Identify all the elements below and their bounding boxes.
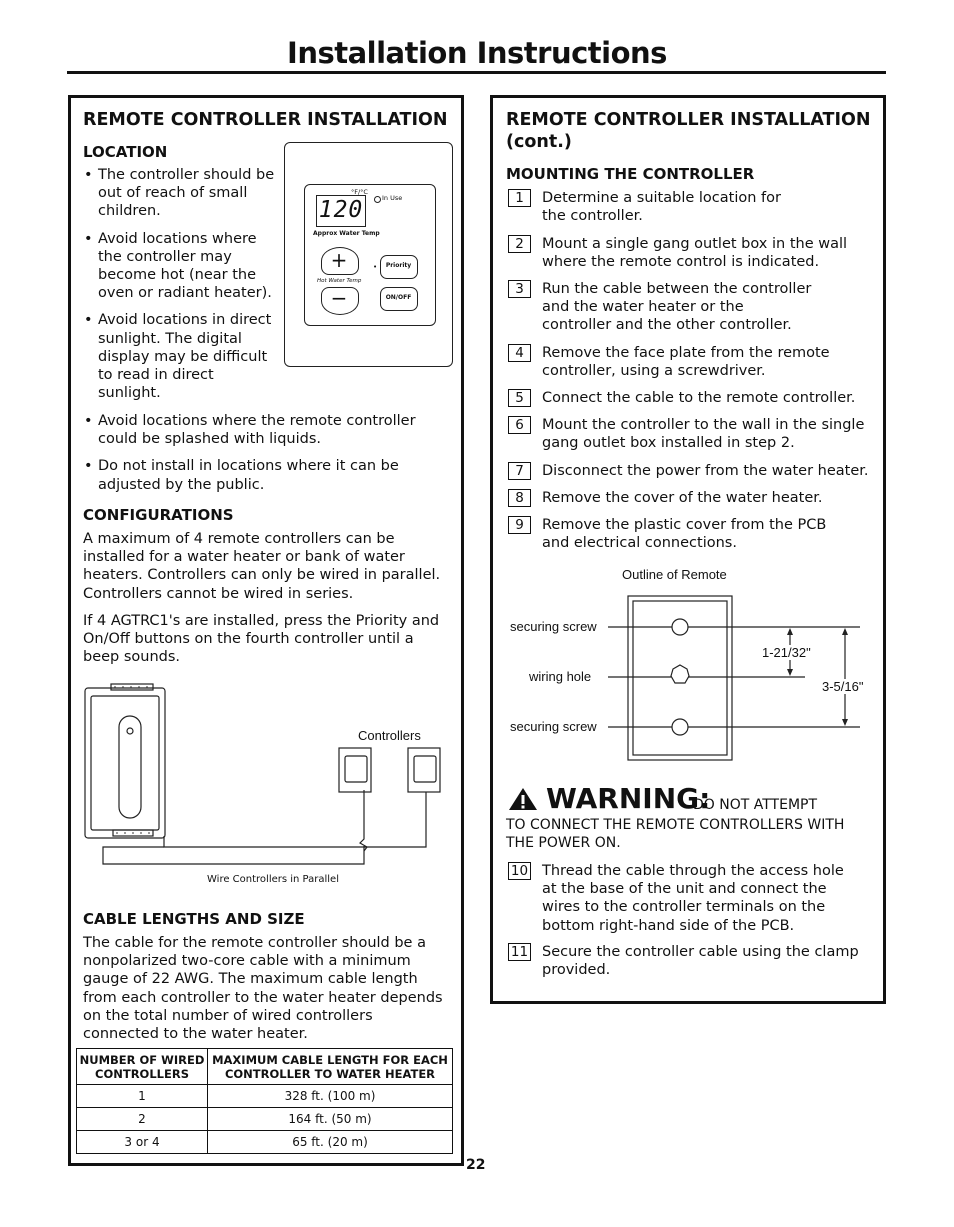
securing-screw-top-label: securing screw (510, 619, 597, 634)
configurations-paragraph-2: If 4 AGTRC1's are installed, press the Priority and On/Off buttons on the fourth controller until a beep sounds. (83, 613, 440, 666)
parallel-wiring-diagram (75, 676, 455, 876)
column-header: MAXIMUM CABLE LENGTH FOR EACH CONTROLLER TO WATER HEATER (208, 1049, 453, 1085)
title-rule (67, 71, 886, 74)
list-item: • The controller should be out of reach of small children. (83, 166, 278, 221)
left-heading: REMOTE CONTROLLER INSTALLATION (83, 110, 448, 130)
cable-length-table (76, 1048, 453, 1154)
right-heading-line1: REMOTE CONTROLLER INSTALLATION (506, 110, 871, 130)
securing-screw-bottom-label: securing screw (510, 719, 597, 734)
mounting-heading: MOUNTING THE CONTROLLER (506, 165, 755, 183)
step-number: 6 (508, 416, 531, 434)
configurations-paragraph-1: A maximum of 4 remote controllers can be installed for a water heater or bank of water heaters. Controllers can only be wired in parallel. Controllers cannot be wired in series. (83, 531, 441, 602)
table-cell: 3 or 4 (77, 1131, 208, 1154)
step-text: Remove the plastic cover from the PCB and electrical connections. (542, 517, 827, 552)
step-text: Secure the controller cable using the clamp provided. (542, 944, 859, 979)
warning-inline-text: DO NOT ATTEMPT (693, 797, 818, 813)
column-header: NUMBER OF WIRED CONTROLLERS (77, 1049, 208, 1085)
on-off-label: ON/OFF (385, 294, 412, 301)
approx-temp-label: Approx Water Temp (313, 230, 380, 237)
table-cell: 328 ft. (100 m) (208, 1085, 453, 1108)
controller-face (304, 184, 436, 326)
wiring-hole-label: wiring hole (529, 669, 592, 684)
step-number: 1 (508, 189, 531, 207)
step-number: 3 (508, 280, 531, 298)
table-cell: 1 (77, 1085, 208, 1108)
step-number: 10 (508, 862, 531, 880)
cable-lengths-heading: CABLE LENGTHS AND SIZE (83, 910, 305, 928)
table-row (77, 1131, 453, 1154)
lcd-temp: 120 (318, 197, 364, 223)
step-text: Remove the cover of the water heater. (542, 490, 823, 506)
step-number: 5 (508, 389, 531, 407)
warning-text: TO CONNECT THE REMOTE CONTROLLERS WITH THE POWER ON. (506, 817, 845, 852)
location-bullets-top (83, 166, 278, 411)
controllers-label: Controllers (358, 728, 421, 743)
cable-lengths-paragraph: The cable for the remote controller should be a nonpolarized two-core cable with a minimum gauge of 22 AWG. The maximum cable length from each controller to the water heater depends on the total number of wired controllers connected to the water heater. (83, 935, 443, 1043)
step-number: 11 (508, 943, 531, 961)
step-text: Mount a single gang outlet box in the wall where the remote control is indicated. (542, 236, 848, 271)
page-number: 22 (466, 1157, 486, 1173)
priority-label: Priority (385, 262, 412, 269)
step-number: 8 (508, 489, 531, 507)
dimension-small-label: 1-21/32" (762, 645, 811, 660)
minus-icon: − (330, 286, 348, 310)
list-item: • Avoid locations where the remote controller could be splashed with liquids. (83, 412, 423, 448)
step-text: Disconnect the power from the water heater. (542, 463, 869, 479)
list-item: • Avoid locations in direct sunlight. The digital display may be difficult to read in direct sunlight. (83, 311, 278, 402)
outline-title: Outline of Remote (622, 567, 727, 582)
step-number: 7 (508, 462, 531, 480)
unit-label: °F/°C (351, 188, 368, 196)
dimension-large-label: 3-5/16" (822, 679, 864, 694)
step-number: 9 (508, 516, 531, 534)
plus-icon: + (330, 248, 348, 272)
table-row (77, 1085, 453, 1108)
in-use-led-icon (374, 196, 381, 203)
location-heading: LOCATION (83, 143, 168, 161)
table-cell: 164 ft. (50 m) (208, 1108, 453, 1131)
table-cell: 2 (77, 1108, 208, 1131)
location-bullets-bottom (83, 412, 423, 503)
page-title: Installation Instructions (287, 36, 667, 70)
right-heading-line2: (cont.) (506, 132, 572, 152)
table-row (77, 1108, 453, 1131)
step-text: Mount the controller to the wall in the single gang outlet box installed in step 2. (542, 417, 865, 452)
priority-led-icon: • (373, 263, 378, 271)
warning-icon (508, 787, 538, 811)
hot-water-temp-label: Hot Water Temp (317, 278, 362, 284)
list-item: • Do not install in locations where it can be adjusted by the public. (83, 457, 423, 493)
diagram-caption: Wire Controllers in Parallel (207, 874, 339, 885)
step-text: Run the cable between the controller and the water heater or the controller and the other controller. (542, 281, 812, 334)
step-text: Connect the cable to the remote controller. (542, 390, 856, 406)
in-use-label: In Use (382, 194, 403, 202)
list-item: • Avoid locations where the controller may become hot (near the oven or radiant heater). (83, 230, 278, 303)
step-text: Remove the face plate from the remote controller, using a screwdriver. (542, 345, 830, 380)
configurations-heading: CONFIGURATIONS (83, 506, 234, 524)
step-number: 2 (508, 235, 531, 253)
controller-illustration (284, 142, 454, 368)
table-cell: 65 ft. (20 m) (208, 1131, 453, 1154)
table-header-row (77, 1049, 453, 1085)
step-number: 4 (508, 344, 531, 362)
step-text: Thread the cable through the access hole at the base of the unit and connect the wires to the controller terminals on the bottom right-hand side of the PCB. (542, 863, 844, 934)
warning-word: WARNING: (546, 782, 711, 815)
step-text: Determine a suitable location for the controller. (542, 190, 781, 225)
